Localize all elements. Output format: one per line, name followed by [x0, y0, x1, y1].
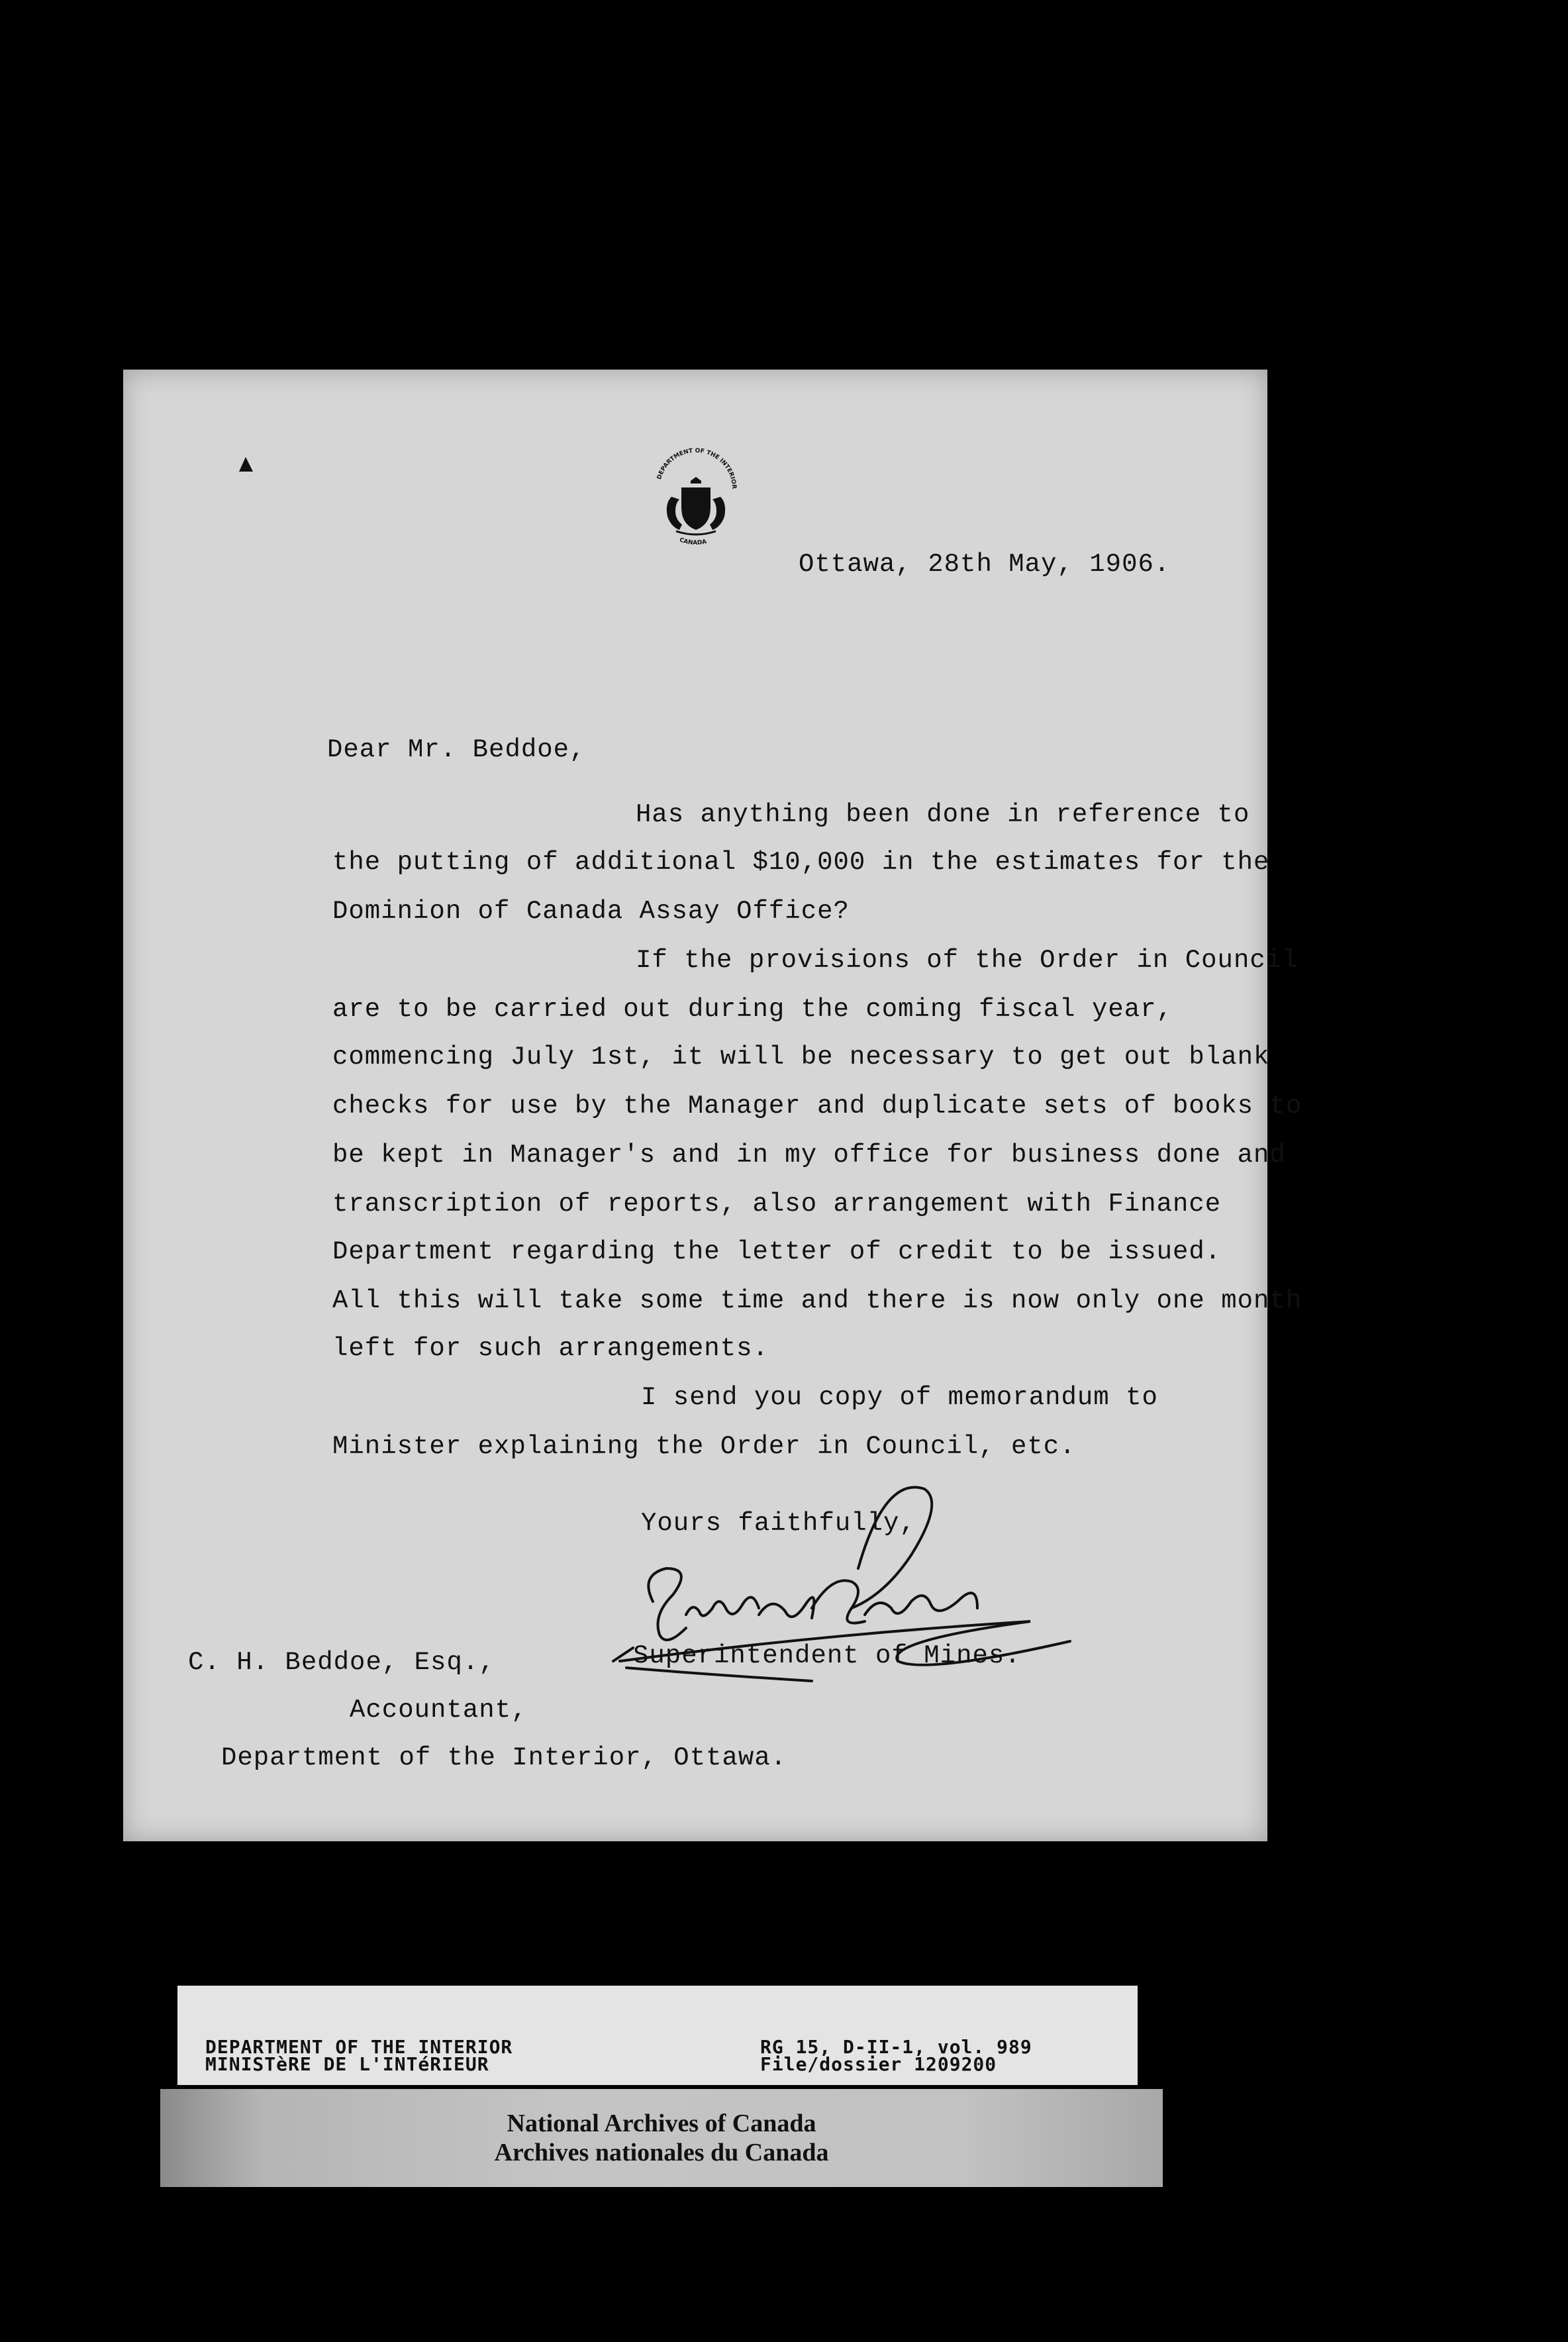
body-line: Dominion of Canada Assay Office?: [332, 897, 850, 926]
body-line: checks for use by the Manager and duplicate sets of books to: [332, 1092, 1302, 1121]
body-line: Has anything been done in reference to: [636, 800, 1250, 829]
label-department-en: DEPARTMENT OF THE INTERIOR: [205, 2036, 513, 2058]
handwritten-signature: [587, 1462, 1222, 1727]
addressee-name: C. H. Beddoe, Esq.,: [188, 1648, 495, 1677]
body-line: left for such arrangements.: [332, 1334, 769, 1363]
letter-page: [123, 370, 1302, 1841]
body-line: commencing July 1st, it will be necessary to get out blank: [332, 1043, 1270, 1072]
label-file-number: File/dossier 1209200: [760, 2053, 997, 2075]
body-line: are to be carried out during the coming fiscal year,: [332, 995, 1173, 1024]
label-record-group: RG 15, D-II-1, vol. 989: [760, 2036, 1032, 2058]
body-line: the putting of additional $10,000 in the estimates for the: [332, 848, 1270, 877]
closing: Yours faithfully,: [641, 1509, 916, 1538]
body-line: be kept in Manager's and in my office for business done and: [332, 1141, 1286, 1170]
signer-title: Superintendent of Mines.: [633, 1641, 1021, 1670]
label-department-fr: MINISTèRE DE L'INTéRIEUR: [205, 2053, 489, 2075]
crest-text-bottom: CANADA: [678, 536, 708, 547]
salutation: Dear Mr. Beddoe,: [327, 735, 586, 764]
body-line: transcription of reports, also arrangement with Finance: [332, 1190, 1222, 1219]
body-line: Minister explaining the Order in Council, etc.: [332, 1432, 1076, 1461]
addressee-title: Accountant,: [350, 1696, 528, 1725]
letter-date: Ottawa, 28th May, 1906.: [799, 550, 1171, 579]
crest-text-top: DEPARTMENT OF THE INTERIOR: [656, 447, 738, 489]
archives-name-en: National Archives of Canada: [507, 2110, 816, 2137]
addressee-department: Department of the Interior, Ottawa.: [221, 1743, 787, 1772]
body-line: Department regarding the letter of credit to be issued.: [332, 1237, 1222, 1266]
body-line: If the provisions of the Order in Council: [636, 946, 1298, 975]
body-line: All this will take some time and there is now only one month: [332, 1286, 1302, 1315]
archive-reference-label: [177, 1986, 1138, 2085]
archives-banner: [160, 2089, 1163, 2187]
archives-name-fr: Archives nationales du Canada: [494, 2139, 829, 2166]
body-line: I send you copy of memorandum to: [641, 1383, 1158, 1412]
